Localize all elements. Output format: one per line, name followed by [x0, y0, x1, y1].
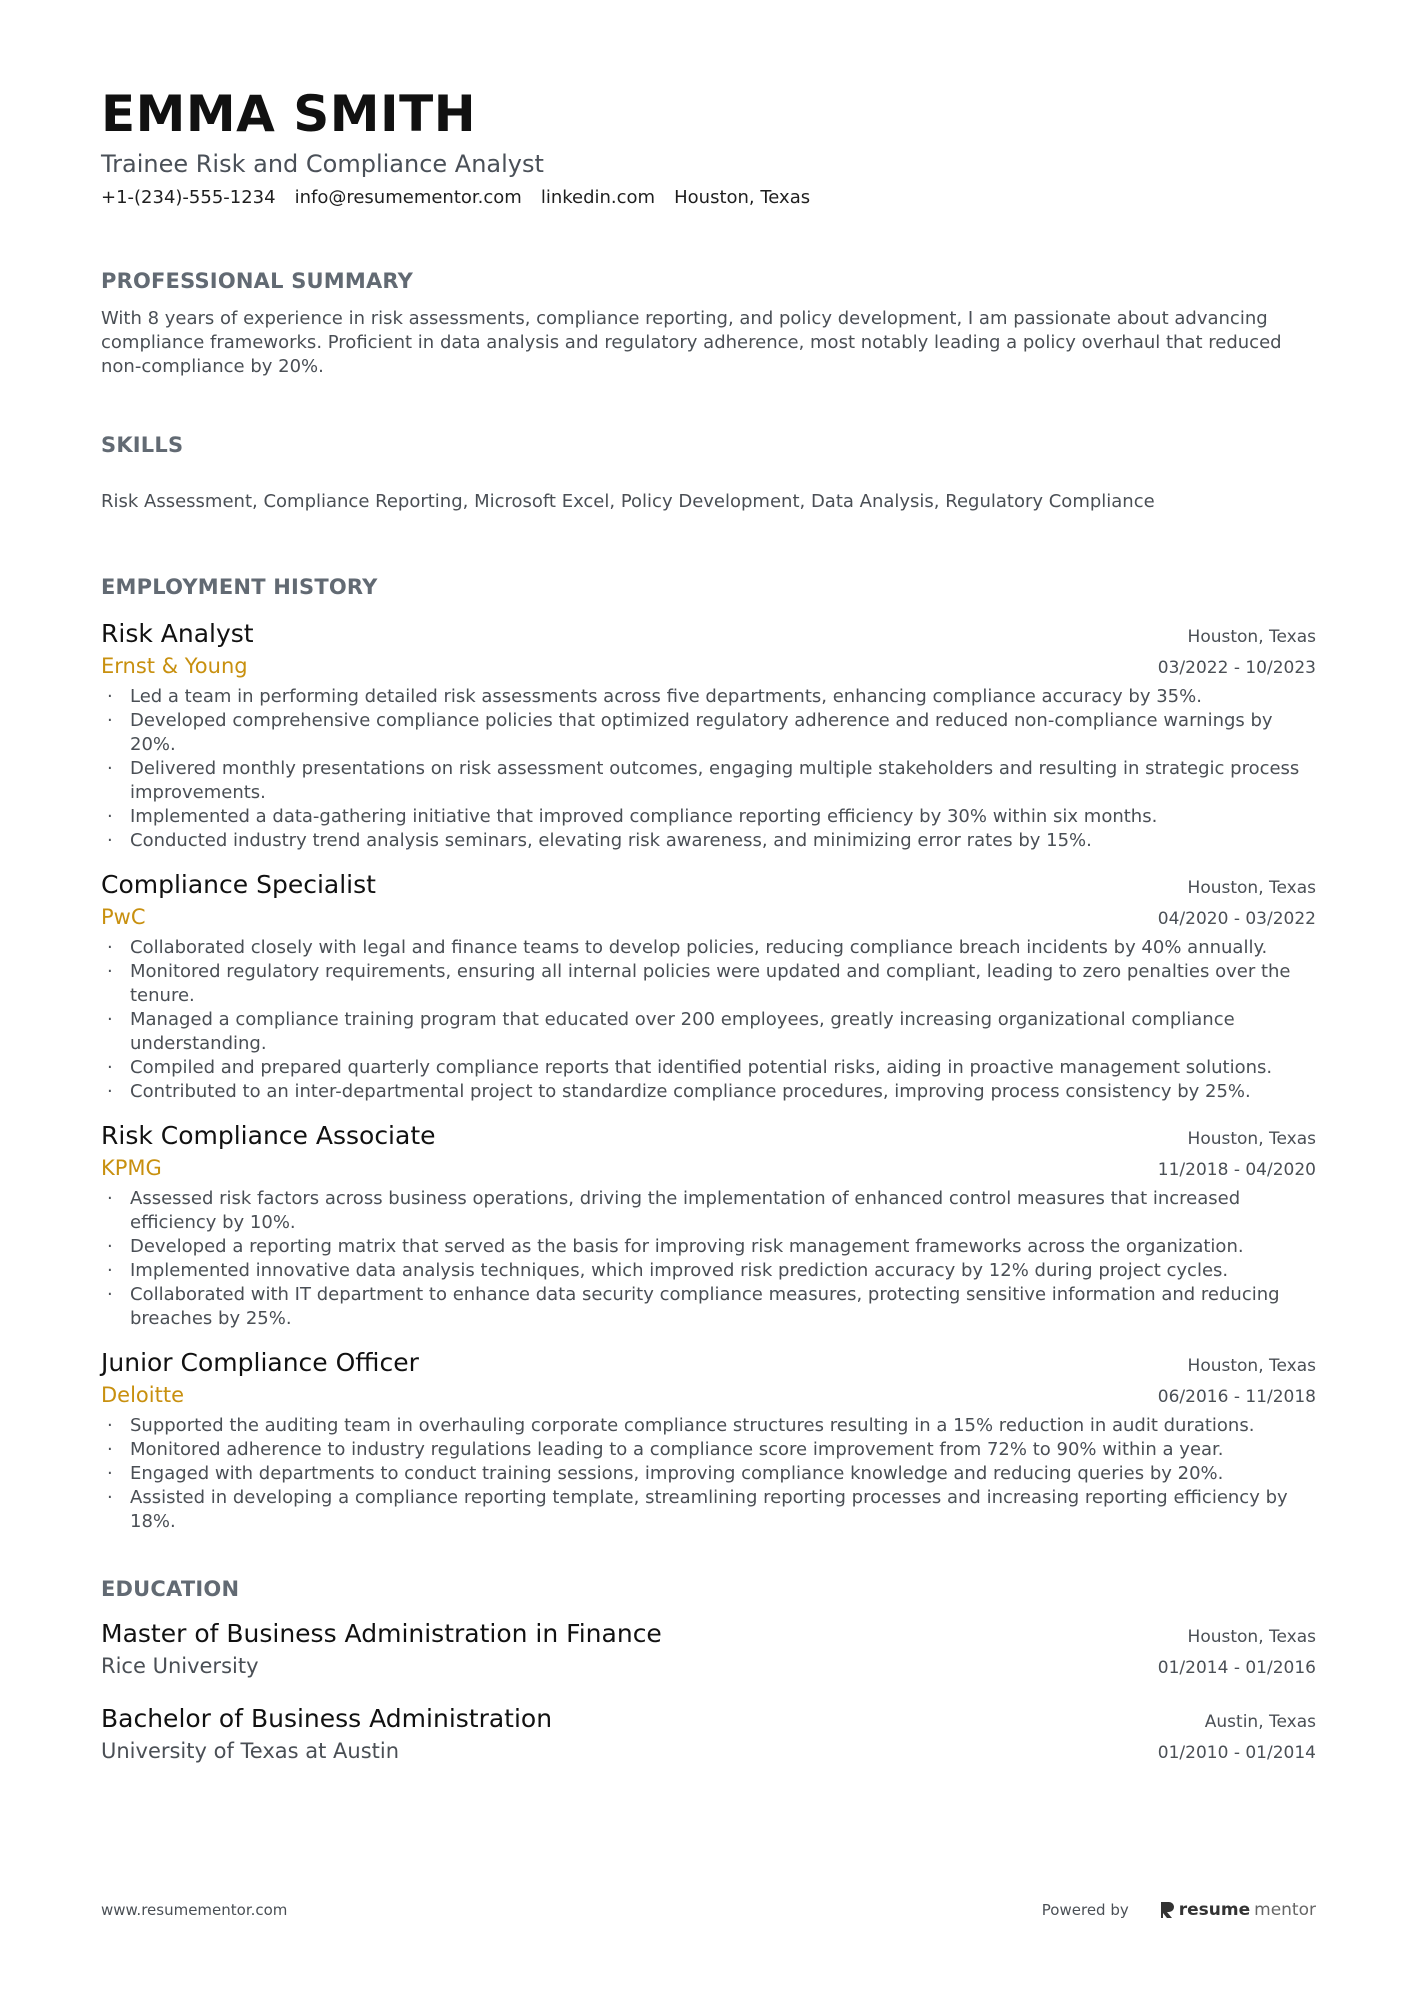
edu-dates: 01/2010 - 01/2014 [1157, 1743, 1316, 1763]
job-entry [101, 1120, 1316, 1331]
job-dates: 03/2022 - 10/2023 [1157, 658, 1316, 678]
job-dates: 11/2018 - 04/2020 [1157, 1160, 1316, 1180]
edu-dates: 01/2014 - 01/2016 [1157, 1658, 1316, 1678]
candidate-name: EMMA SMITH [101, 85, 477, 143]
list-item: · Implemented a data-gathering initiative that improved compliance reporting efficiency by 30% within six months. [101, 805, 1316, 829]
job-location: Houston, Texas [1187, 878, 1316, 898]
section-heading: SKILLS [101, 433, 184, 457]
job-title: Risk Compliance Associate [101, 1121, 436, 1150]
employment-history-section [101, 572, 1316, 1534]
list-item: · Led a team in performing detailed risk assessments across five departments, enhancing compliance accuracy by 35%. [101, 685, 1316, 709]
phone: +1-(234)-555-1234 [101, 187, 276, 208]
job-entry [101, 869, 1316, 1104]
job-bullets [101, 685, 1316, 853]
list-item: · Supported the auditing team in overhauling corporate compliance structures resulting in a 15% reduction in audit durations. [101, 1414, 1316, 1438]
summary-text: With 8 years of experience in risk assessments, compliance reporting, and policy development, I am passionate about advancing compliance frameworks. Proficient in data analysis and regulatory adherence, most notably leading a policy overhaul that reduced non-compliance by 20%. [101, 308, 1282, 377]
company-name: Ernst & Young [101, 654, 248, 678]
degree: Bachelor of Business Administration [101, 1704, 553, 1733]
job-bullets [101, 936, 1316, 1104]
education-entry [101, 1703, 1316, 1768]
resume-page [101, 80, 1316, 1768]
school-name: University of Texas at Austin [101, 1739, 400, 1763]
contact-line [101, 184, 1316, 212]
footer [101, 1900, 1316, 1920]
edu-location: Austin, Texas [1204, 1712, 1316, 1732]
brand-name-light: mentor [1254, 1900, 1316, 1920]
section-heading: EMPLOYMENT HISTORY [101, 575, 378, 599]
brand-name-bold: resume [1178, 1900, 1251, 1920]
education-section [101, 1574, 1316, 1768]
powered-by-label: Powered by [1041, 1901, 1129, 1919]
job-dates: 04/2020 - 03/2022 [1157, 909, 1316, 929]
linkedin[interactable]: linkedin.com [540, 187, 656, 208]
list-item: · Conducted industry trend analysis seminars, elevating risk awareness, and minimizing error rates by 15%. [101, 829, 1316, 853]
resumementor-logo-icon [1159, 1901, 1175, 1919]
job-bullets [101, 1414, 1316, 1534]
company-name: KPMG [101, 1156, 162, 1180]
job-bullets [101, 1187, 1316, 1331]
degree: Master of Business Administration in Finance [101, 1619, 662, 1648]
job-location: Houston, Texas [1187, 627, 1316, 647]
list-item: · Monitored adherence to industry regulations leading to a compliance score improvement from 72% to 90% within a year. [101, 1438, 1316, 1462]
job-entry [101, 618, 1316, 853]
list-item: · Engaged with departments to conduct training sessions, improving compliance knowledge and reducing queries by 20%. [101, 1462, 1316, 1486]
section-heading: EDUCATION [101, 1577, 240, 1601]
candidate-title: Trainee Risk and Compliance Analyst [101, 150, 544, 178]
education-entry [101, 1618, 1316, 1683]
job-title: Junior Compliance Officer [101, 1348, 419, 1377]
website-link[interactable]: www.resumementor.com [101, 1901, 288, 1919]
list-item: · Delivered monthly presentations on risk assessment outcomes, engaging multiple stakeholders and resulting in strategic process improvements. [101, 757, 1316, 805]
company-name: Deloitte [101, 1383, 184, 1407]
skills-section [101, 430, 1316, 514]
job-dates: 06/2016 - 11/2018 [1157, 1387, 1316, 1407]
list-item: · Assisted in developing a compliance reporting template, streamlining reporting processes and increasing reporting efficiency by 18%. [101, 1486, 1316, 1534]
professional-summary-section [101, 266, 1316, 379]
list-item: · Compiled and prepared quarterly compliance reports that identified potential risks, aiding in proactive management solutions. [101, 1056, 1316, 1080]
list-item: · Managed a compliance training program that educated over 200 employees, greatly increasing organizational compliance understanding. [101, 1008, 1316, 1056]
school-name: Rice University [101, 1654, 259, 1678]
brand-logo[interactable] [1159, 1900, 1316, 1920]
email[interactable]: info@resumementor.com [294, 187, 522, 208]
footer-branding [1042, 1900, 1316, 1920]
job-location: Houston, Texas [1187, 1356, 1316, 1376]
list-item: · Developed comprehensive compliance policies that optimized regulatory adherence and reduced non-compliance warnings by 20%. [101, 709, 1316, 757]
job-location: Houston, Texas [1187, 1129, 1316, 1149]
job-title: Risk Analyst [101, 619, 254, 648]
section-heading: PROFESSIONAL SUMMARY [101, 269, 414, 293]
list-item: · Contributed to an inter-departmental project to standardize compliance procedures, improving process consistency by 25%. [101, 1080, 1316, 1104]
edu-location: Houston, Texas [1187, 1627, 1316, 1647]
list-item: · Collaborated with IT department to enhance data security compliance measures, protecting sensitive information and reducing breaches by 25%. [101, 1283, 1316, 1331]
list-item: · Implemented innovative data analysis techniques, which improved risk prediction accuracy by 12% during project cycles. [101, 1259, 1316, 1283]
company-name: PwC [101, 905, 146, 929]
location: Houston, Texas [674, 187, 811, 208]
job-title: Compliance Specialist [101, 870, 376, 899]
job-entry [101, 1347, 1316, 1534]
list-item: · Monitored regulatory requirements, ensuring all internal policies were updated and compliant, leading to zero penalties over the tenure. [101, 960, 1316, 1008]
list-item: · Assessed risk factors across business operations, driving the implementation of enhanced control measures that increased efficiency by 10%. [101, 1187, 1316, 1235]
skills-text: Risk Assessment, Compliance Reporting, Microsoft Excel, Policy Development, Data Analysis, Regulatory Compliance [101, 491, 1155, 512]
list-item: · Developed a reporting matrix that served as the basis for improving risk management frameworks across the organization. [101, 1235, 1316, 1259]
list-item: · Collaborated closely with legal and finance teams to develop policies, reducing compliance breach incidents by 40% annually. [101, 936, 1316, 960]
